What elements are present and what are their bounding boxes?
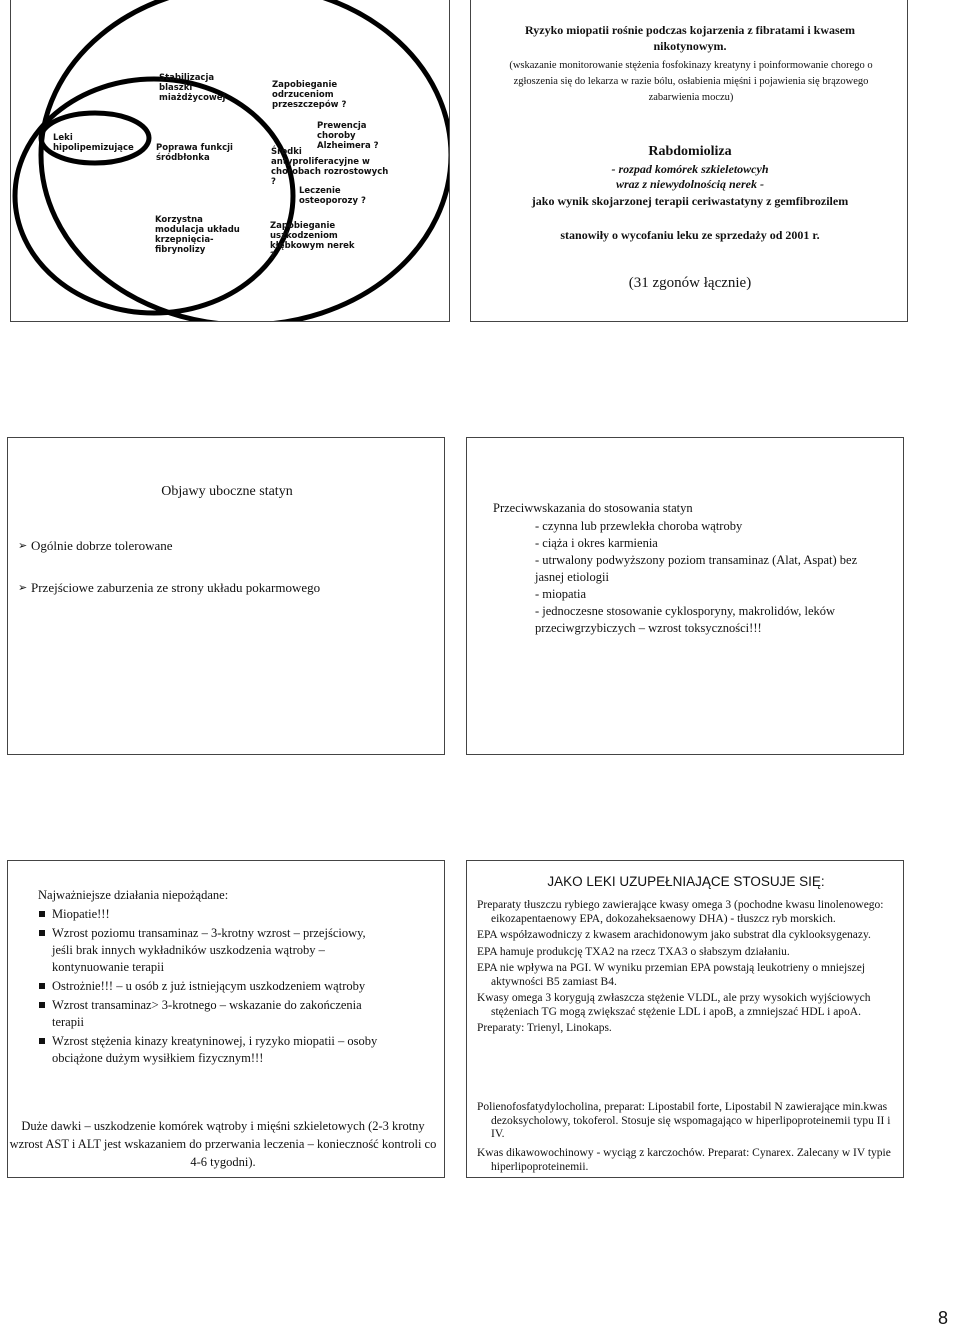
page-number: 8 (937, 1308, 948, 1328)
contraindication-item: - czynna lub przewlekła choroba wątroby (535, 519, 743, 533)
contraindications-list (535, 518, 875, 637)
adverse-item: Ostrożnie!!! – u osób z już istniejącym uszkodzeniem wątroby (38, 978, 378, 995)
supplementary-paragraph: Preparaty tłuszczu rybiego zawierające kwasy omega 3 (pochodne kwasu linolenowego: eikozapentaenowy EPA, dokozaheksaenowy DHA) - tłuszcz ryb morskich. (477, 899, 884, 925)
contraindication-item: - jednoczesne stosowanie cyklosporyny, makrolidów, leków przeciwgrzybiczych – wzrost toksyczności!!! (535, 604, 836, 635)
supplementary-para3 (477, 1147, 899, 1177)
rabdomioliza-sub1: - rozpad komórek szkieletowcyh (611, 162, 769, 176)
supplementary-para2 (477, 1101, 899, 1145)
adverse-title: Najważniejsze działania niepożądane: (38, 888, 229, 902)
slide-side-effects (7, 437, 445, 755)
rabdomioliza-body2: stanowiły o wycofaniu leku ze sprzedaży od 2001 r. (560, 228, 820, 242)
diagram-label-osteoporoza: Leczenie osteoporozy ? (299, 186, 366, 206)
side-effects-title: Objawy uboczne statyn (161, 484, 293, 499)
supplementary-paragraph: EPA hamuje produkcję TXA2 na rzecz TXA3 o słabszym działaniu. (477, 945, 790, 958)
rabdomioliza-body1: jako wynik skojarzonej terapii ceriwastatyny z gemfibrozilem (531, 194, 849, 208)
inner-ellipse (15, 79, 293, 313)
contraindication-item: - ciąża i okres karmienia (535, 536, 658, 550)
slide-supplementary-drugs (466, 860, 904, 1178)
contraindication-item: - miopatia (535, 587, 587, 601)
supplementary-paragraphs (477, 899, 899, 1039)
supplementary-paragraph: Kwas dikawowochinowy - wyciąg z karczochów. Preparat: Cynarex. Zalecany w IV typie hiperlipoproteinemii. (477, 1147, 891, 1173)
diagram-label-nerki: Zapobieganie uszkodzeniom kłębkowym nerek ? (270, 221, 355, 261)
rabdomioliza-sub2: wraz z niewydolnością nerek - (615, 177, 764, 191)
slide-adverse-effects (7, 860, 445, 1178)
slide-rabdomioliza (470, 0, 908, 322)
supplementary-title: JAKO LEKI UZUPEŁNIAJĄCE STOSUJE SIĘ: (547, 874, 825, 889)
adverse-item: Miopatie!!! (38, 906, 378, 923)
diagram-label-antyproliferacyjne: Środki antyproliferacyjne w chorobach rozrostowych ? (271, 147, 389, 187)
adverse-list (38, 906, 378, 1067)
supplementary-paragraph: EPA współzawodniczy z kwasem arachidonowym jako substrat dla cyklooksygenazy. (477, 929, 871, 941)
side-effect-item-2: ➢ Przejściowe zaburzenia ze strony układu pokarmowego (18, 579, 445, 597)
myopathy-risk-title: Ryzyko miopatii rośnie podczas kojarzenia z fibratami i kwasem nikotynowym. (525, 23, 855, 53)
side-effect-item-1: ➢ Ogólnie dobrze tolerowane (18, 537, 445, 555)
diagram-label-srodblonek: Poprawa funkcji śródbłonka (156, 143, 233, 163)
diagram-center-label: Leki hipolipemizujące (53, 133, 134, 153)
slide-contraindications (466, 437, 904, 755)
adverse-item: Wzrost transaminaz> 3-krotnego – wskazanie do zakończenia terapii (38, 997, 378, 1031)
supplementary-paragraph: Polienofosfatydylocholina, preparat: Lipostabil forte, Lipostabil N zawierające min.kwas dezoksycholowy, tokoferol. Stosuje się wspomagająco w hiperlipoproteinemii typu II i IV. (477, 1101, 891, 1140)
contraindications-title: Przeciwwskazania do stosowania statyn (493, 501, 693, 515)
adverse-item: Wzrost poziomu transaminaz – 3-krotny wzrost – przejściowy, jeśli brak innych wykładników uszkodzenia wątroby – kontynuowanie terapii (38, 925, 378, 976)
adverse-item: Wzrost stężenia kinazy kreatyninowej, i ryzyko miopatii – osoby obciążone dużym wysiłkiem fizycznym!!! (38, 1033, 378, 1067)
rabdomioliza-heading: Rabdomioliza (648, 144, 732, 159)
deaths-count: (31 zgonów łącznie) (628, 275, 752, 291)
supplementary-paragraph: EPA nie wpływa na PGI. W wyniku przemian EPA powstają leukotrieny o mniejszej aktywności B5 zamiast B4. (477, 962, 866, 988)
monitoring-note: (wskazanie monitorowanie stężenia fosfokinazy kreatyny i poinformowanie chorego o zgłoszenia się do lekarza w razie bólu, osłabienia mięśni i pojawienia się brązowego zabarwienia moczu) (509, 60, 873, 103)
supplementary-paragraph: Kwasy omega 3 korygują zwłaszcza stężenie VLDL, ale przy wysokich wyjściowych stężeniach TG mogą zwiększać stężenie LDL i apoB, a zmniejszać HDL i apoA. (477, 992, 871, 1018)
adverse-footer: Duże dawki – uszkodzenie komórek wątroby i mięśni szkieletowych (2-3 krotny wzrost AST i ALT jest wskazaniem do przerwania leczenia – konieczność kontroli co 4-6 tygodni). (9, 1119, 437, 1169)
contraindication-item: - utrwalony podwyższony poziom transaminaz (Alat, Aspat) bez jasnej etiologii (535, 553, 858, 584)
supplementary-paragraph: Preparaty: Trienyl, Linokaps. (477, 1022, 612, 1034)
slide-diagram (10, 0, 450, 322)
diagram-label-stabilizacja: Stabilizacja blaszki miażdżycowej (159, 73, 226, 103)
diagram-label-alzheimer: Prewencja choroby Alzheimera ? (317, 121, 379, 151)
diagram-label-przeszczepy: Zapobieganie odrzuceniom przeszczepów ? (272, 80, 347, 110)
diagram-label-krzepniecie: Korzystna modulacja układu krzepnięcia-fibrynolizy (155, 215, 240, 255)
